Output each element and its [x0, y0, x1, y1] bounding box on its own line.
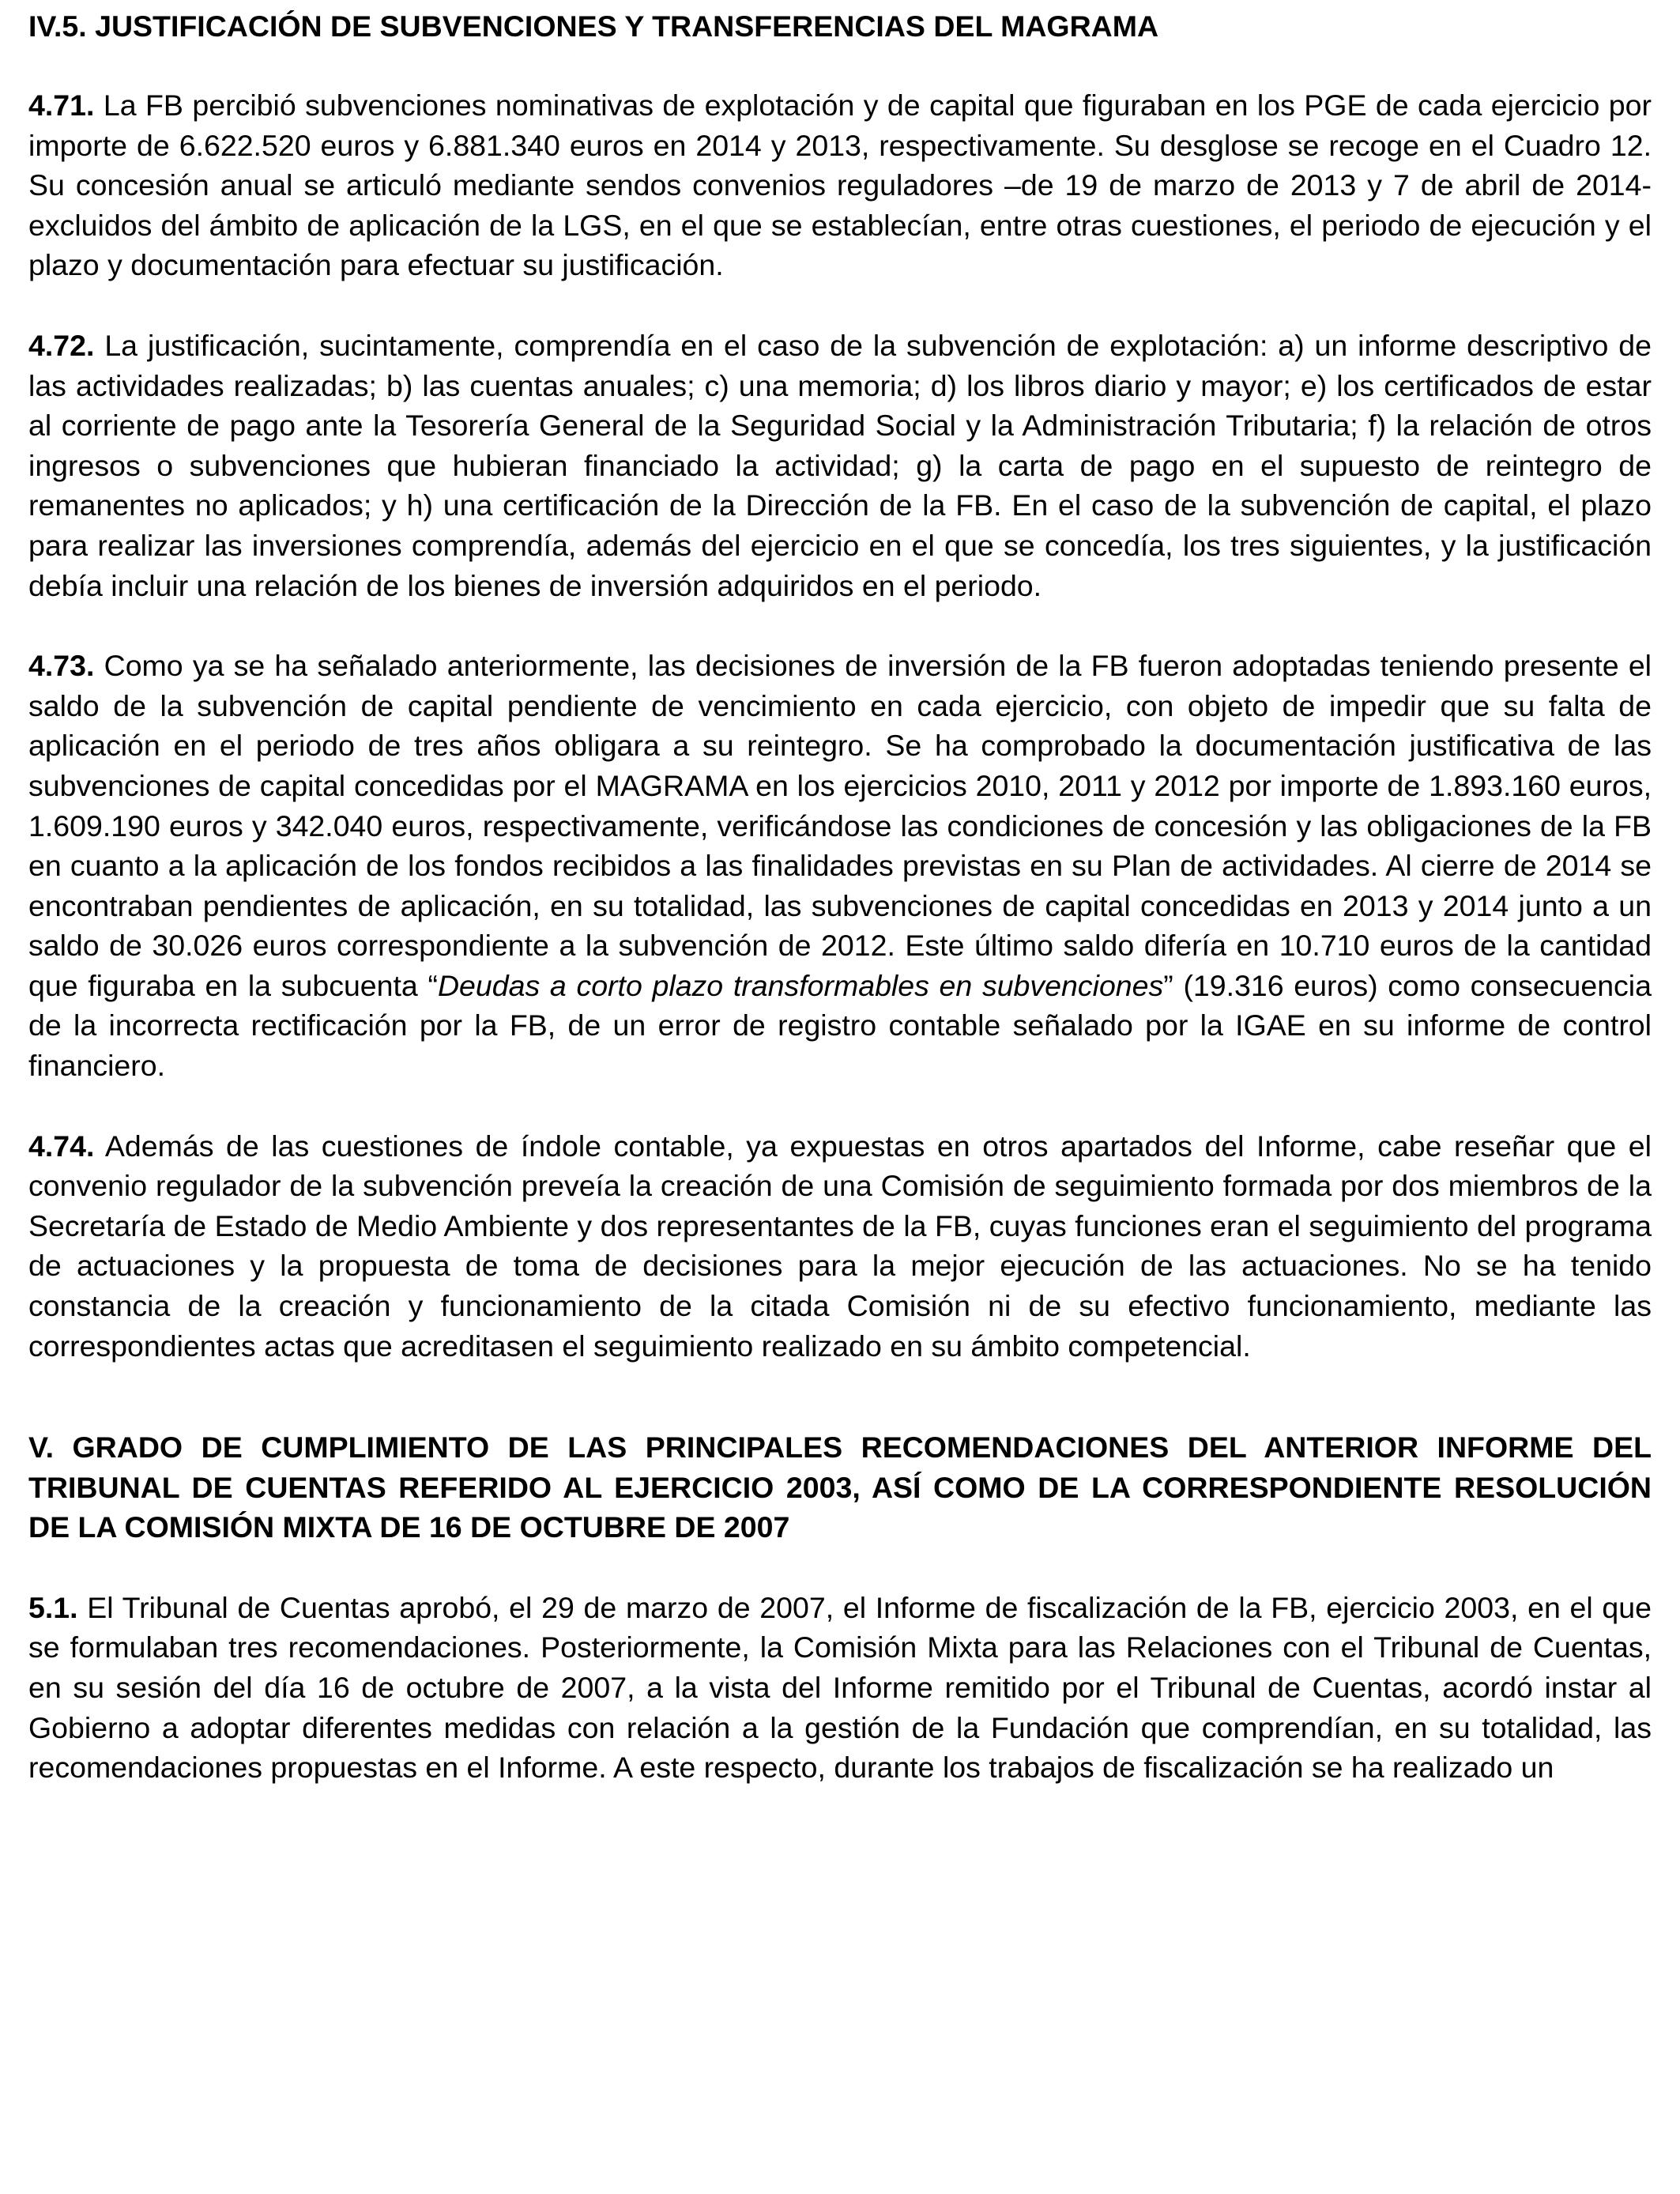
document-page [28, 6, 1652, 1788]
paragraph-4-74 [28, 1126, 1652, 1367]
paragraph-number: 4.72. [28, 328, 95, 362]
section-heading-iv5: IV.5. JUSTIFICACIÓN DE SUBVENCIONES Y TRANSFERENCIAS DEL MAGRAMA [28, 9, 1159, 43]
paragraph-4-72 [28, 326, 1652, 605]
paragraph-4-71 [28, 85, 1652, 285]
section-heading-v: V. GRADO DE CUMPLIMIENTO DE LAS PRINCIPALES RECOMENDACIONES DEL ANTERIOR INFORME DEL TRIBUNAL DE CUENTAS REFERIDO AL EJERCICIO 2003, ASÍ COMO DE LA CORRESPONDIENTE RESOLUCIÓN DE LA COMISIÓN MIXTA DE 16 DE OCTUBRE DE 2007 [28, 1431, 1652, 1544]
paragraph-number: 4.73. [28, 649, 95, 683]
paragraph-text: Además de las cuestiones de índole contable, ya expuestas en otros apartados del Informe, cabe reseñar que el convenio regulador de la subvención preveía la creación de una Comisión de seguimiento formada por dos miembros de la Secretaría de Estado de Medio Ambiente y dos representantes de la FB, cuyas funciones eran el seguimiento del programa de actuaciones y la propuesta de toma de decisiones para la mejor ejecución de las actuaciones. No se ha tenido constancia de la creación y funcionamiento de la citada Comisión ni de su efectivo funcionamiento, mediante las correspondientes actas que acreditasen el seguimiento realizado en su ámbito competencial. [28, 1129, 1652, 1363]
paragraph-text: La FB percibió subvenciones nominativas de explotación y de capital que figuraban en los PGE de cada ejercicio por importe de 6.622.520 euros y 6.881.340 euros en 2014 y 2013, respectivamente. Su desglose se recoge en el Cuadro 12. Su concesión anual se articuló mediante sendos convenios reguladores –de 19 de marzo de 2013 y 7 de abril de 2014- excluidos del ámbito de aplicación de la LGS, en el que se establecían, entre otras cuestiones, el periodo de ejecución y el plazo y documentación para efectuar su justificación. [28, 89, 1652, 282]
paragraph-text: La justificación, sucintamente, comprendía en el caso de la subvención de explotación: a) un informe descriptivo de las actividades realizadas; b) las cuentas anuales; c) una memoria; d) los libros diario y mayor; e) los certificados de estar al corriente de pago ante la Tesorería General de la Seguridad Social y la Administración Tributaria; f) la relación de otros ingresos o subvenciones que hubieran financiado la actividad; g) la carta de pago en el supuesto de reintegro de remanentes no aplicados; y h) una certificación de la Dirección de la FB. En el caso de la subvención de capital, el plazo para realizar las inversiones comprendía, además del ejercicio en el que se concedía, los tres siguientes, y la justificación debía incluir una relación de los bienes de inversión adquiridos en el periodo. [28, 328, 1652, 602]
paragraph-4-73 [28, 646, 1652, 1086]
account-name-italic: Deudas a corto plazo transformables en subvenciones [437, 968, 1164, 1002]
paragraph-text-continued: ” (19.316 euros) como consecuencia de la incorrecta rectificación por la FB, de un error de registro contable señalado por la IGAE en su informe de control financiero. [28, 968, 1652, 1083]
paragraph-text: Como ya se ha señalado anteriormente, las decisiones de inversión de la FB fueron adoptadas teniendo presente el saldo de la subvención de capital pendiente de vencimiento en cada ejercicio, con objeto de impedir que su falta de aplicación en el periodo de tres años obligara a su reintegro. Se ha comprobado la documentación justificativa de las subvenciones de capital concedidas por el MAGRAMA en los ejercicios 2010, 2011 y 2012 por importe de 1.893.160 euros, 1.609.190 euros y 342.040 euros, respectivamente, verificándose las condiciones de concesión y las obligaciones de la FB en cuanto a la aplicación de los fondos recibidos a las finalidades previstas en su Plan de actividades. Al cierre de 2014 se encontraban pendientes de aplicación, en su totalidad, las subvenciones de capital concedidas en 2013 y 2014 junto a un saldo de 30.026 euros correspondiente a la subvención de 2012. Este último saldo difería en 10.710 euros de la cantidad que figuraba en la subcuenta “ [28, 649, 1652, 1002]
paragraph-number: 4.71. [28, 89, 95, 122]
paragraph-5-1 [28, 1588, 1652, 1788]
paragraph-number: 4.74. [28, 1129, 95, 1163]
paragraph-number: 5.1. [28, 1590, 78, 1624]
paragraph-text: El Tribunal de Cuentas aprobó, el 29 de marzo de 2007, el Informe de fiscalización de la FB, ejercicio 2003, en el que se formulaban tres recomendaciones. Posteriormente, la Comisión Mixta para las Relaciones con el Tribunal de Cuentas, en su sesión del día 16 de octubre de 2007, a la vista del Informe remitido por el Tribunal de Cuentas, acordó instar al Gobierno a adoptar diferentes medidas con relación a la gestión de la Fundación que comprendían, en su totalidad, las recomendaciones propuestas en el Informe. A este respecto, durante los trabajos de fiscalización se ha realizado un [28, 1590, 1652, 1785]
